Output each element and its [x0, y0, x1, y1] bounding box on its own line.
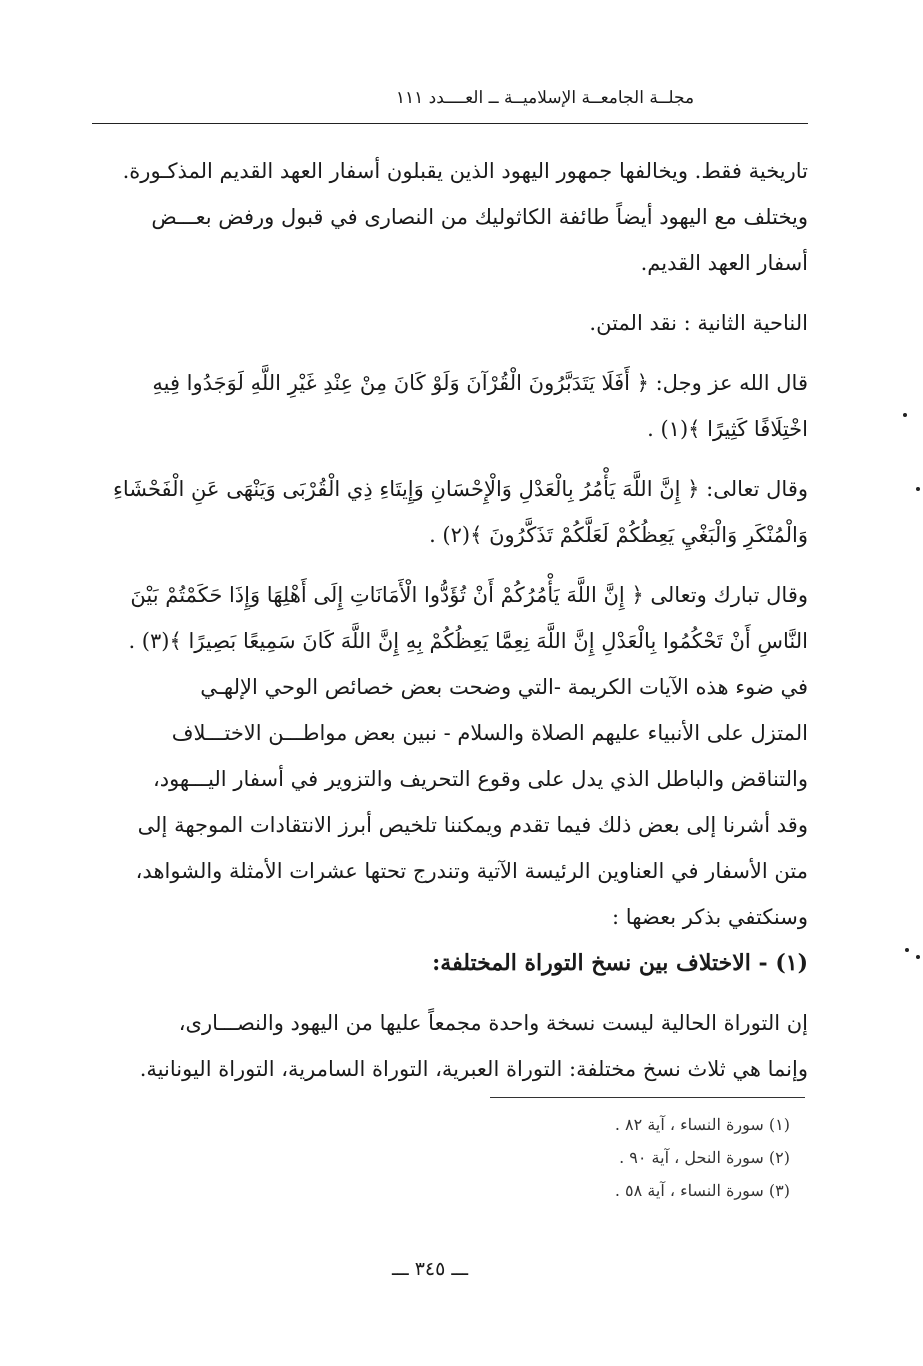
main-text — [92, 148, 808, 1092]
page-number: ـــ ٣٤٥ ـــ — [391, 1258, 469, 1280]
scan-speck — [916, 487, 920, 491]
paragraph-1 — [92, 148, 808, 286]
footnote-2: (٢) سورة النحل ، آية ٩٠ . — [619, 1148, 790, 1167]
quote-block-2 — [92, 466, 808, 558]
footnotes — [480, 1108, 790, 1207]
text-line: ويختلف مع اليهود أيضاً طائفة الكاثوليك من النصارى في قبول ورفض بعـــض — [151, 205, 808, 229]
footnote-3: (٣) سورة النساء ، آية ٥٨ . — [614, 1181, 790, 1200]
text-line: في ضوء هذه الآيات الكريمة -التي وضحت بعض خصائص الوحي الإلهـي — [200, 675, 808, 699]
quote-block-1 — [92, 360, 808, 452]
quote-line: قال الله عز وجل: ﴿ أَفَلَا يَتَدَبَّرُونَ الْقُرْآنَ وَلَوْ كَانَ مِنْ عِنْدِ غَيْرِ اللَّهِ لَوَجَدُوا فِيهِ — [152, 371, 808, 395]
text-line: إن التوراة الحالية ليست نسخة واحدة مجمعاً عليها من اليهود والنصـــارى، — [178, 1011, 808, 1035]
text-line: تاريخية فقط. ويخالفها جمهور اليهود الذين يقبلون أسفار العهد القديم المذكـورة. — [122, 159, 808, 183]
subheading — [92, 940, 808, 986]
scan-speck — [916, 955, 920, 959]
text-line: والتناقض والباطل الذي يدل على وقوع التحريف والتزوير في أسفار اليـــهود، — [152, 767, 808, 791]
scan-speck — [903, 413, 907, 417]
text-line: وإنما هي ثلاث نسخ مختلفة: التوراة العبرية، التوراة السامرية، التوراة اليونانية. — [139, 1057, 808, 1081]
text-line: متن الأسفار في العناوين الرئيسة الآتية وتندرج تحتها عشرات الأمثلة والشواهد، — [135, 859, 808, 883]
subheading-text: (١) - الاختلاف بين نسخ التوراة المختلفة: — [432, 950, 808, 976]
running-header: مجلــة الجامعــة الإسلاميــة ــ العــــدد ١١١ — [395, 88, 695, 108]
quote-line: وقال تعالى: ﴿ إِنَّ اللَّهَ يَأْمُرُ بِالْعَدْلِ وَالْإِحْسَانِ وَإِيتَاءِ ذِي الْقُرْبَى وَيَنْهَى عَنِ الْفَحْشَاءِ — [112, 477, 808, 501]
text-line: وقد أشرنا إلى بعض ذلك فيما تقدم ويمكننا تلخيص أبرز الانتقادات الموجهة إلى — [137, 813, 808, 837]
quote-block-3 — [92, 572, 808, 664]
quote-line: وقال تبارك وتعالى ﴿ إِنَّ اللَّهَ يَأْمُرُكُمْ أَنْ تُؤَدُّوا الْأَمَانَاتِ إِلَى أَهْلِهَا وَإِذَا حَكَمْتُمْ بَيْنَ — [130, 583, 808, 607]
quote-line: النَّاسِ أَنْ تَحْكُمُوا بِالْعَدْلِ إِنَّ اللَّهَ نِعِمَّا يَعِظُكُمْ بِهِ إِنَّ اللَّهَ كَانَ سَمِيعًا بَصِيرًا ﴾(٣) . — [128, 629, 808, 653]
section-heading — [92, 300, 808, 346]
header-rule — [92, 123, 808, 124]
paragraph-2 — [92, 664, 808, 940]
paragraph-3 — [92, 1000, 808, 1092]
text-line: وسنكتفي بذكر بعضها : — [612, 905, 808, 929]
scan-speck — [905, 948, 909, 952]
footnote-rule — [490, 1097, 805, 1098]
text-line: أسفار العهد القديم. — [640, 251, 808, 275]
quote-line: اخْتِلَافًا كَثِيرًا ﴾(١) . — [647, 417, 808, 441]
footnote-1: (١) سورة النساء ، آية ٨٢ . — [614, 1115, 790, 1134]
text-line: المتزل على الأنبياء عليهم الصلاة والسلام - نبين بعض مواطـــن الاختـــلاف — [171, 721, 808, 745]
quote-line: وَالْمُنْكَرِ وَالْبَغْيِ يَعِظُكُمْ لَعَلَّكُمْ تَذَكَّرُونَ ﴾(٢) . — [429, 523, 808, 547]
section-heading-text: الناحية الثانية : نقد المتن. — [589, 311, 808, 335]
